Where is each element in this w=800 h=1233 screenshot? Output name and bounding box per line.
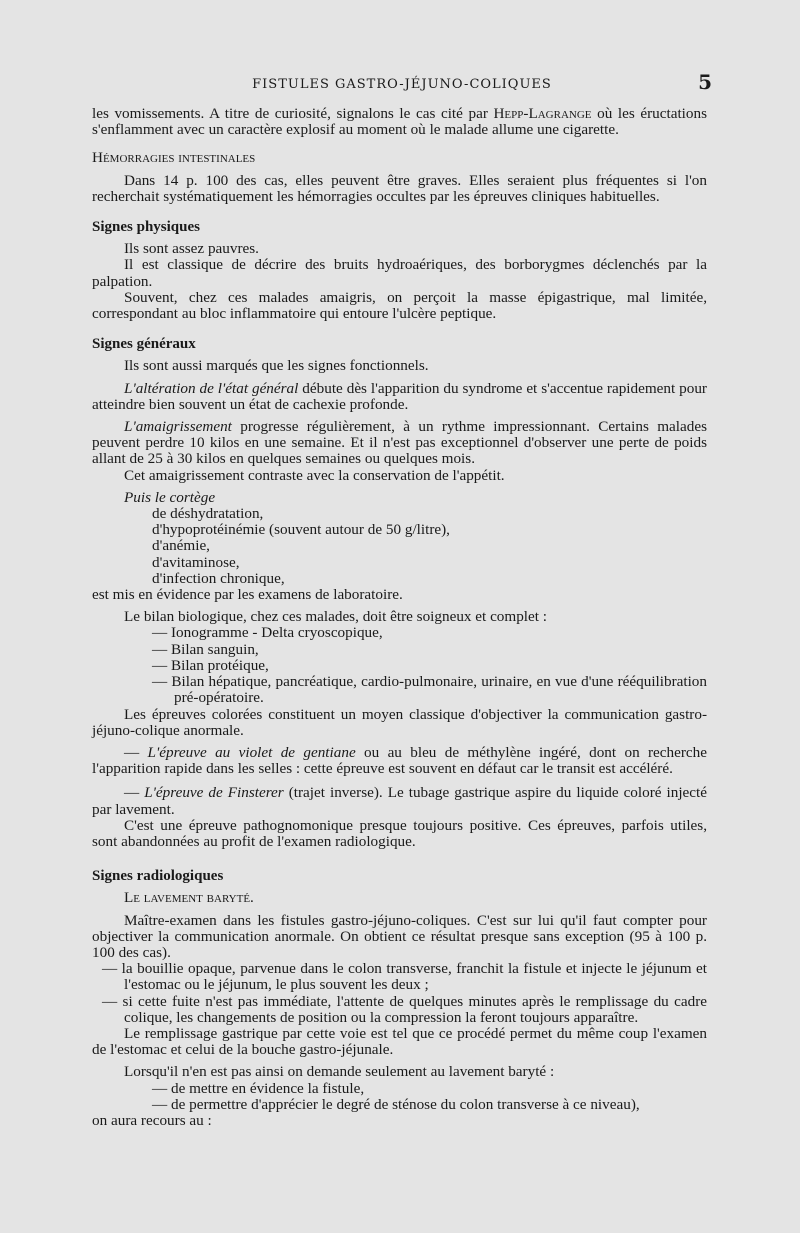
paragraph: L'amaigrissement progresse régulièrement, à un rythme impressionnant. Certains malades peuvent perdre 10 kilos en une semaine. Et il n'est pas exceptionnel d'observer une perte de poids allant de 25 à 30 kilos en quelques semaines ou quelques mois. — [92, 418, 707, 468]
author-name: Hepp-Lagrange — [493, 105, 592, 122]
paragraph: Ils sont assez pauvres. — [124, 240, 259, 258]
paragraph: Ils sont aussi marqués que les signes fonctionnels. — [124, 357, 429, 375]
list-item: d'anémie, — [152, 537, 210, 555]
paragraph: Lorsqu'il n'en est pas ainsi on demande seulement au lavement baryté : — [124, 1063, 555, 1081]
heading-signes-radiologiques: Signes radiologiques — [92, 868, 224, 885]
paragraph: Maître-examen dans les fistules gastro-jéjuno-coliques. C'est sur lui qu'il faut compter pour objectiver la communication anormale. On obtient ce résultat presque sans exception (95 à 100 p. 100 des cas). — [92, 911, 707, 961]
list-item: d'avitaminose, — [152, 553, 240, 571]
paragraph: est mis en évidence par les examens de laboratoire. — [92, 586, 403, 604]
running-header — [92, 70, 712, 98]
paragraph: les vomissements. A titre de curiosité, signalons le cas cité par Hepp-Lagrange où les éructations s'enflamment avec un caractère explosif au moment où le malade allume une cigarette. — [92, 105, 707, 139]
paragraph: Dans 14 p. 100 des cas, elles peuvent être graves. Elles seraient plus fréquentes si l'on recherchait systématiquement les hémorragies occultes par les épreuves cliniques habituelles. — [92, 171, 707, 205]
paragraph: Cet amaigrissement contraste avec la conservation de l'appétit. — [124, 466, 505, 484]
list-item: — si cette fuite n'est pas immédiate, l'attente de quelques minutes après le remplissage du cadre colique, les changements de position ou la compression la feront toujours apparaître. — [102, 992, 707, 1026]
list-item: — Bilan sanguin, — [152, 640, 259, 658]
paragraph: on aura recours au : — [92, 1111, 212, 1129]
paragraph: — L'épreuve au violet de gentiane ou au bleu de méthylène ingéré, dont on recherche l'apparition rapide dans les selles : cette épreuve est souvent en défaut car le transit est accéléré. — [92, 743, 708, 778]
list-item: — de mettre en évidence la fistule, — [152, 1079, 365, 1097]
paragraph: — L'épreuve de Finsterer (trajet inverse). Le tubage gastrique aspire du liquide coloré injecté par lavement. — [92, 784, 707, 818]
running-title: FISTULES GASTRO-JÉJUNO-COLIQUES — [252, 77, 552, 92]
subheading-lavement: Le lavement baryté. — [124, 889, 254, 907]
list-item: de déshydratation, — [152, 505, 264, 523]
document-body — [92, 106, 707, 1129]
list-item: — Bilan protéique, — [152, 656, 269, 674]
paragraph: L'altération de l'état général débute dès l'apparition du syndrome et s'accentue rapidement pour atteindre bien souvent un état de cachexie profonde. — [92, 379, 707, 413]
paragraph: Les épreuves colorées constituent un moyen classique d'objectiver la communication gastro-jéjuno-colique anormale. — [92, 705, 707, 739]
list-item: — la bouillie opaque, parvenue dans le colon transverse, franchit la fistule et injecte le jéjunum et l'estomac ou le jéjunum, le plus souvent les deux ; — [102, 960, 707, 994]
heading-signes-generaux: Signes généraux — [92, 336, 196, 353]
paragraph: Il est classique de décrire des bruits hydroaériques, des borborygmes déclenchés par la palpation. — [92, 256, 707, 290]
page-number: 5 — [698, 70, 712, 94]
paragraph: Puis le cortège — [124, 488, 216, 506]
subheading-hemorragies: Hémorragies intestinales — [92, 149, 256, 167]
paragraph: C'est une épreuve pathognomonique presque toujours positive. Ces épreuves, parfois utiles, sont abandonnées au profit de l'examen radiologique. — [92, 816, 707, 850]
paragraph: Le remplissage gastrique par cette voie est tel que ce procédé permet du même coup l'examen de l'estomac et celui de la bouche gastro-jéjunale. — [92, 1024, 707, 1059]
list-item: — Bilan hépatique, pancréatique, cardio-pulmonaire, urinaire, en vue d'une rééquilibration pré-opératoire. — [152, 673, 707, 707]
list-item: — Ionogramme - Delta cryoscopique, — [152, 624, 383, 642]
paragraph: Le bilan biologique, chez ces malades, doit être soigneux et complet : — [124, 608, 548, 626]
list-item: — de permettre d'apprécier le degré de sténose du colon transverse à ce niveau), — [152, 1095, 640, 1113]
list-item: d'infection chronique, — [152, 569, 285, 587]
list-item: d'hypoprotéinémie (souvent autour de 50 g/litre), — [152, 521, 450, 539]
heading-signes-physiques: Signes physiques — [92, 219, 200, 236]
paragraph: Souvent, chez ces malades amaigris, on perçoit la masse épigastrique, mal limitée, correspondant au bloc inflammatoire qui entoure l'ulcère peptique. — [92, 288, 707, 323]
